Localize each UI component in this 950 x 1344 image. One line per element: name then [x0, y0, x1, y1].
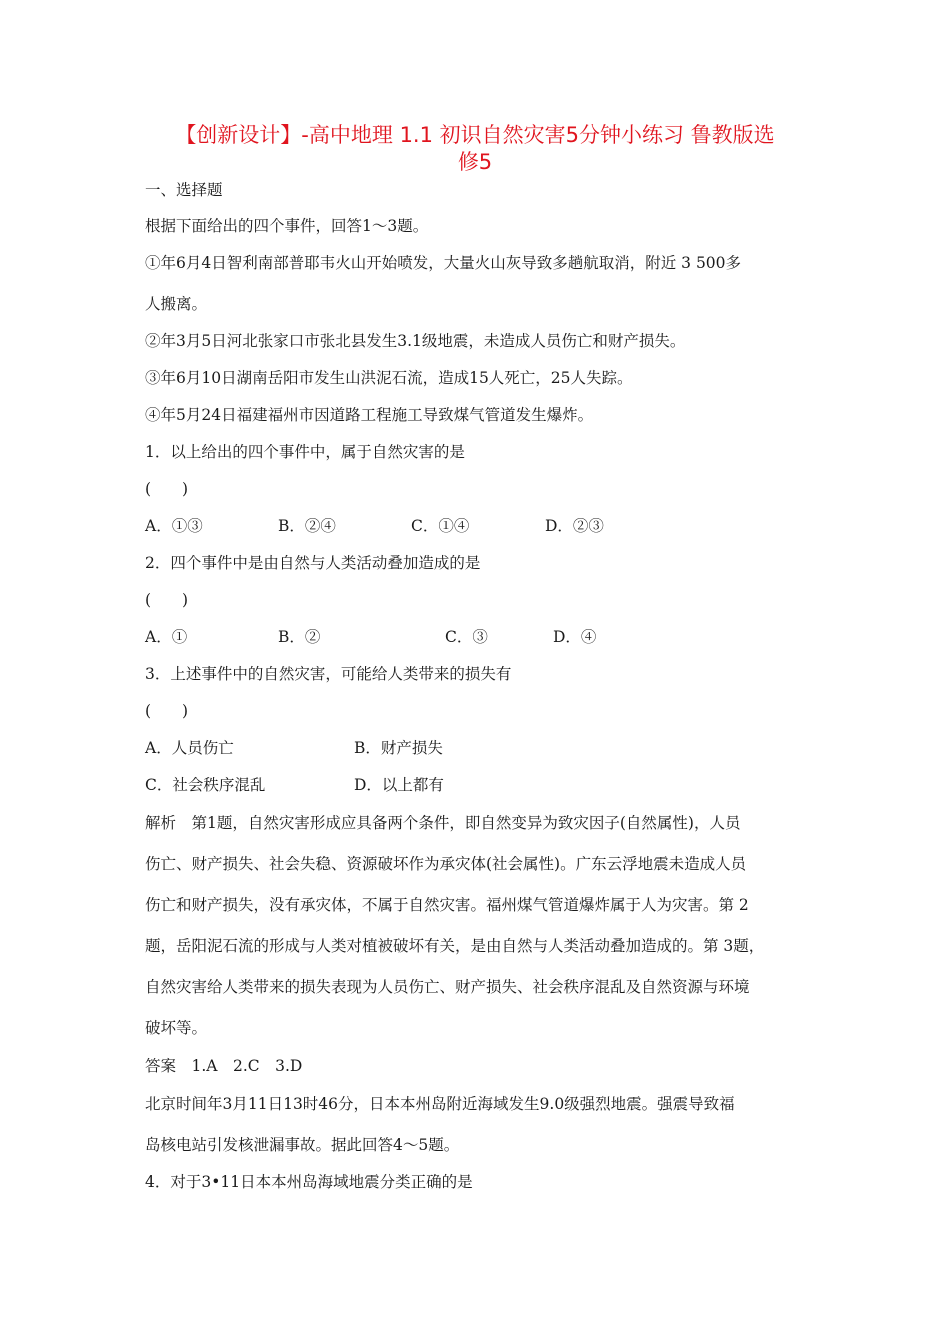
question-2-option-c: C．③ [445, 628, 488, 646]
question-3-option-b: B．财产损失 [354, 739, 443, 757]
question-2-option-b: B．② [278, 628, 321, 646]
passage-2-line-1: 北京时间年3月11日13时46分，日本本州岛附近海域发生9.0级强烈地震。强震导致福 [145, 1095, 735, 1113]
analysis-line-1: 解析 第1题，自然灾害形成应具备两个条件，即自然变异为致灾因子(自然属性)，人员 [145, 814, 741, 832]
analysis-line-4: 题，岳阳泥石流的形成与人类对植被破坏有关，是由自然与人类活动叠加造成的。第 3题， [145, 937, 765, 955]
document-title-line-1: 【创新设计】-高中地理 1.1 初识自然灾害5分钟小练习 鲁教版选 [175, 123, 775, 147]
question-3-option-d: D．以上都有 [354, 776, 444, 794]
question-1-option-b: B．②④ [278, 517, 336, 535]
question-2-option-a: A．① [145, 628, 188, 646]
answer-line: 答案 1.A 2.C 3.D [145, 1057, 303, 1075]
question-4-stem: 4．对于3•11日本本州岛海域地震分类正确的是 [145, 1173, 473, 1191]
event-2: ②年3月5日河北张家口市张北县发生3.1级地震，未造成人员伤亡和财产损失。 [145, 332, 686, 350]
question-3-stem: 3．上述事件中的自然灾害，可能给人类带来的损失有 [145, 665, 512, 683]
event-1-line-2: 人搬离。 [145, 295, 208, 313]
question-1-option-a: A．①③ [145, 517, 203, 535]
event-1-line-1: ①年6月4日智利南部普耶韦火山开始喷发，大量火山灰导致多趟航取消，附近 3 500多 [145, 254, 742, 272]
question-3-paren: ( ) [145, 702, 189, 720]
analysis-line-3: 伤亡和财产损失，没有承灾体，不属于自然灾害。福州煤气管道爆炸属于人为灾害。第 2 [145, 896, 749, 914]
intro-text: 根据下面给出的四个事件，回答1～3题。 [145, 217, 429, 235]
analysis-line-2: 伤亡、财产损失、社会失稳、资源破坏作为承灾体(社会属性)。广东云浮地震未造成人员 [145, 855, 747, 873]
section-heading: 一、选择题 [145, 181, 223, 199]
question-1-stem: 1．以上给出的四个事件中，属于自然灾害的是 [145, 443, 465, 461]
analysis-line-5: 自然灾害给人类带来的损失表现为人员伤亡、财产损失、社会秩序混乱及自然资源与环境 [145, 978, 750, 996]
event-3: ③年6月10日湖南岳阳市发生山洪泥石流，造成15人死亡，25人失踪。 [145, 369, 633, 387]
question-3-option-a: A．人员伤亡 [145, 739, 234, 757]
question-3-option-c: C．社会秩序混乱 [145, 776, 266, 794]
question-1-paren: ( ) [145, 480, 189, 498]
event-4: ④年5月24日福建福州市因道路工程施工导致煤气管道发生爆炸。 [145, 406, 594, 424]
analysis-line-6: 破坏等。 [145, 1019, 208, 1037]
question-1-option-d: D．②③ [545, 517, 604, 535]
question-2-option-d: D．④ [553, 628, 597, 646]
question-2-paren: ( ) [145, 591, 189, 609]
question-1-option-c: C．①④ [411, 517, 470, 535]
question-2-stem: 2．四个事件中是由自然与人类活动叠加造成的是 [145, 554, 481, 572]
passage-2-line-2: 岛核电站引发核泄漏事故。据此回答4～5题。 [145, 1136, 460, 1154]
document-title-line-2: 修5 [457, 150, 493, 174]
